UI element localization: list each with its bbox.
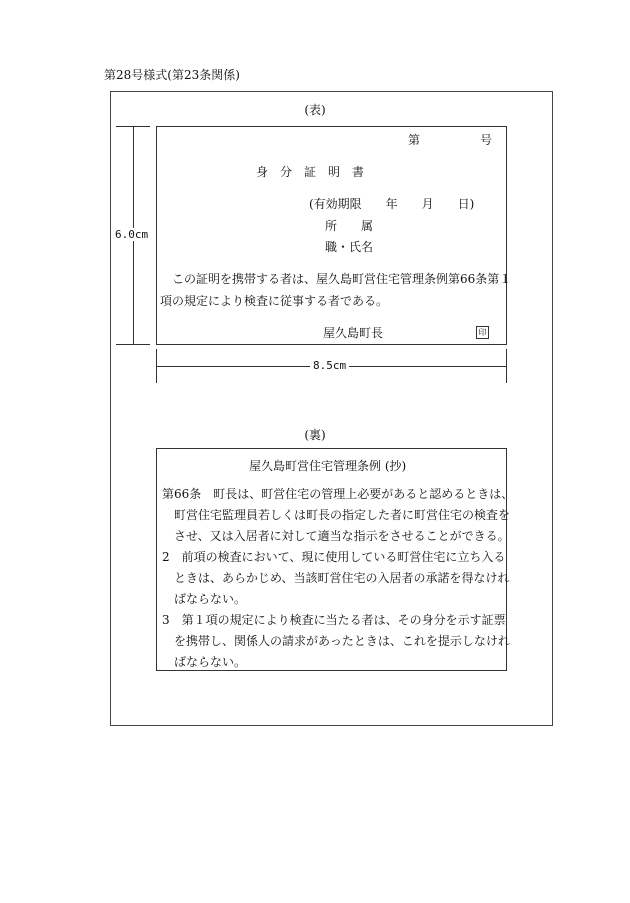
card-title: 身 分 証 明 書 [256, 165, 365, 179]
ordinance-line: 第66条 町長は、町営住宅の管理上必要があると認めるときは、 [162, 487, 514, 501]
card-issuer: 屋久島町長 [323, 326, 384, 340]
seal-mark: 印 [476, 326, 489, 339]
card-body-line-2: 項の規定により検査に従事する者である。 [160, 294, 389, 308]
card-number-prefix: 第 [408, 133, 421, 147]
id-card-front [156, 126, 507, 345]
height-dimension-label: 6.0cm [112, 228, 151, 241]
ordinance-line: させ、又は入居者に対して適当な指示をさせることができる。 [174, 529, 510, 543]
card-position-name: 職・氏名 [325, 240, 374, 254]
ordinance-title: 屋久島町営住宅管理条例 (抄) [249, 459, 407, 473]
form-title: 第28号様式(第23条関係) [104, 68, 240, 82]
ordinance-line: ばならない。 [174, 592, 247, 606]
card-number-suffix: 号 [480, 133, 493, 147]
ordinance-line: ときは、あらかじめ、当該町営住宅の入居者の承諾を得なけれ [174, 571, 510, 585]
card-validity: (有効期限 年 月 日) [309, 197, 475, 211]
back-side-label: (裏) [304, 428, 326, 442]
card-affiliation: 所 属 [325, 219, 374, 233]
ordinance-line: 2 前項の検査において、現に使用している町営住宅に立ち入る [162, 550, 506, 564]
ordinance-line: ばならない。 [174, 655, 247, 669]
width-dimension-label: 8.5cm [310, 359, 349, 372]
ordinance-line: 3 第１項の規定により検査に当たる者は、その身分を示す証票 [162, 613, 506, 627]
ordinance-line: を携帯し、関係人の請求があったときは、これを提示しなけれ [174, 634, 510, 648]
front-side-label: (表) [304, 103, 326, 117]
ordinance-line: 町営住宅監理員若しくは町長の指定した者に町営住宅の検査を [174, 508, 511, 522]
card-body-line-1: この証明を携帯する者は、屋久島町営住宅管理条例第66条第１ [172, 272, 512, 286]
